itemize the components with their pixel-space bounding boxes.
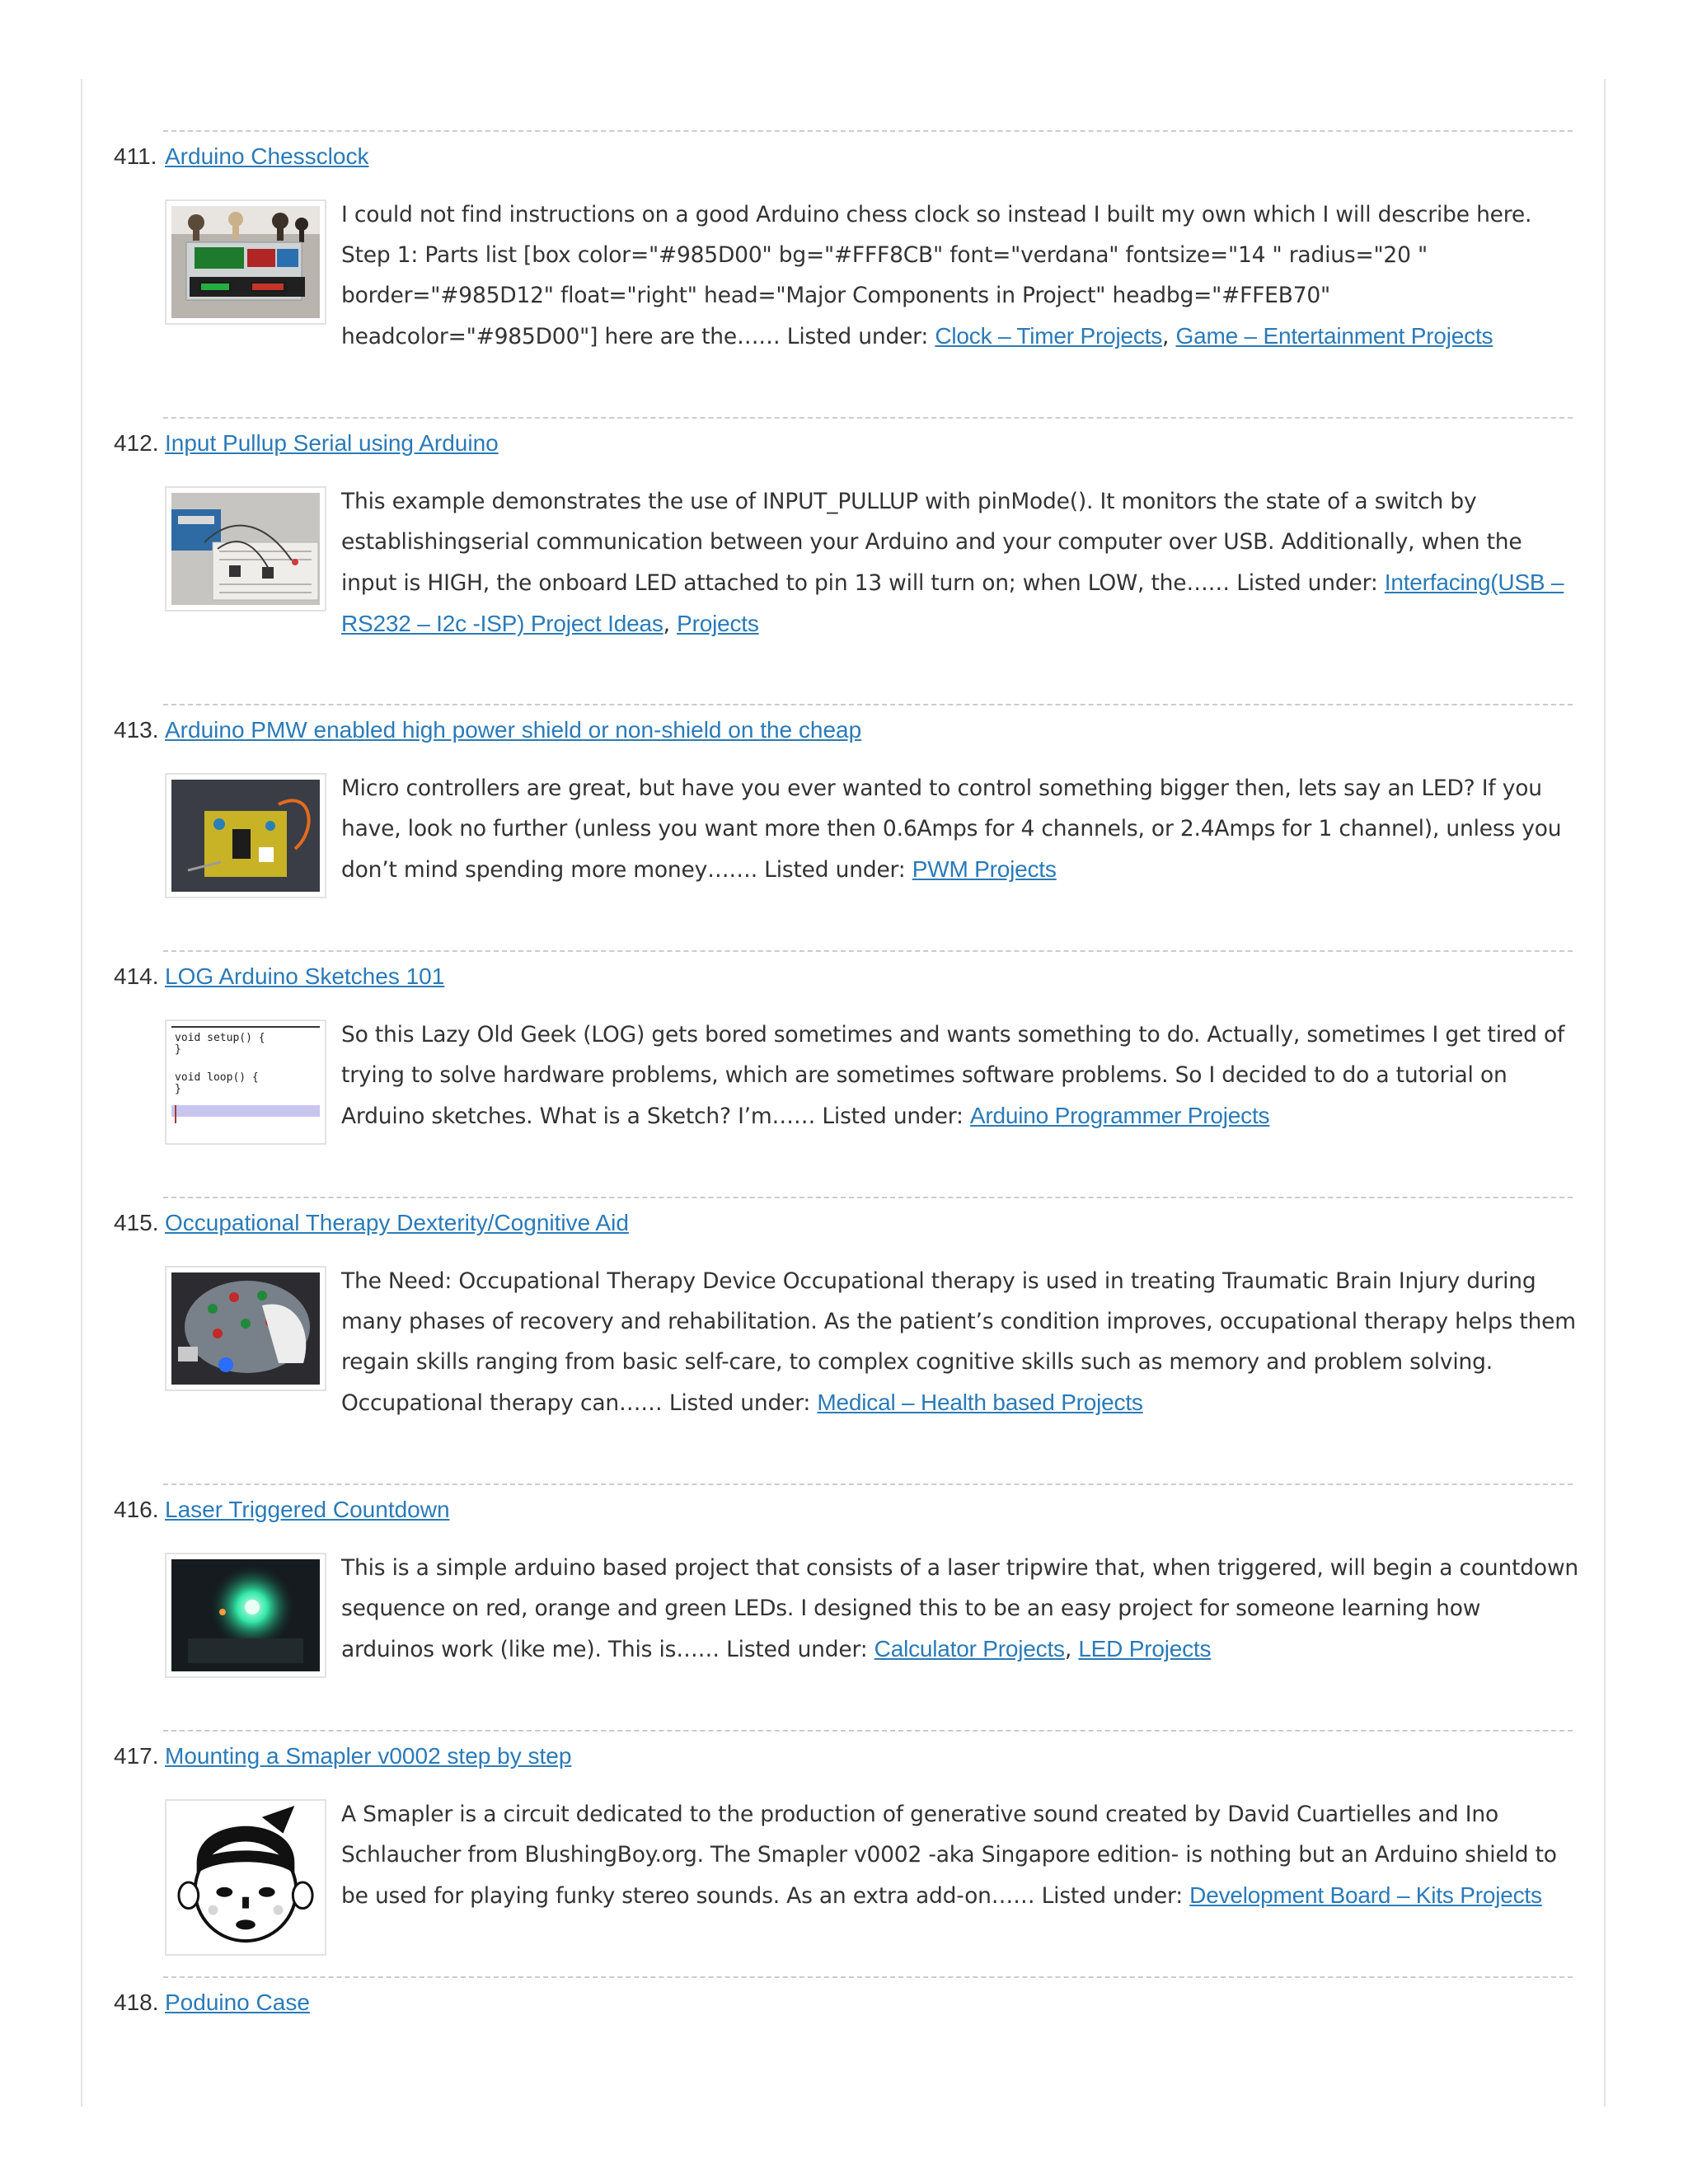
- entry-title-link[interactable]: Mounting a Smapler v0002 step by step: [165, 1743, 572, 1769]
- category-link[interactable]: Medical – Health based Projects: [817, 1390, 1143, 1415]
- category-link[interactable]: Development Board – Kits Projects: [1189, 1882, 1542, 1908]
- entry-description: [341, 1261, 1579, 1423]
- entry-number: 411.: [114, 143, 157, 169]
- pcb-thumbnail[interactable]: [165, 773, 326, 898]
- code-sketch-thumbnail[interactable]: [165, 1019, 326, 1145]
- page-content: [81, 79, 1606, 2107]
- pcb-icon: [171, 780, 320, 892]
- entry-description: This is a simple arduino based project that consists of a laser tripwire that, when triggered, will begin a countdown sequence on red, orange and green LEDs. I designed this to be an easy project for someone learning how arduinos work (like me). This is…… Listed under: Calculator Projects, LED Projects: [341, 1555, 1579, 1662]
- entry-header: [82, 1976, 1604, 2034]
- category-link[interactable]: Projects: [677, 611, 759, 636]
- breadboard-icon: [171, 493, 320, 605]
- entry-header: [82, 1730, 1604, 1788]
- divider: [163, 130, 1573, 132]
- laser-led-icon: [171, 1559, 320, 1671]
- entry-title-link[interactable]: LOG Arduino Sketches 101: [165, 963, 445, 989]
- entry-title-link[interactable]: Poduino Case: [165, 1990, 310, 2015]
- entry-number: 413.: [114, 717, 159, 743]
- entry-excerpt: This example demonstrates the use of INPUT_PULLUP with pinMode(). It monitors the state of a switch by establishingserial communication between your Arduino and your computer over USB. Additionally, when the input is HIGH, the onboard LED attached to pin 13 will turn on; when LOW, the…… Listed under:: [341, 489, 1522, 596]
- entry-description: I could not find instructions on a good Arduino chess clock so instead I built my own which I will describe here. Step 1: Parts list [box color="#985D00" bg="#FFF8CB" font="verdana" fontsize="14 " radius="20 " border="#985D12" float="right" head="Major Components in Project" headbg="#FFEB70" headcolor="#985D00"] here are the…… Listed under: Clock – Timer Projects, Game – Entertainment Projects: [341, 202, 1532, 349]
- entry-title-link[interactable]: Laser Triggered Countdown: [165, 1497, 450, 1522]
- entry-header: [82, 1197, 1604, 1254]
- category-link[interactable]: Interfacing(USB – RS232 – I2c -ISP) Project Ideas: [341, 569, 1564, 636]
- entry-description: [341, 1794, 1579, 1916]
- divider: [163, 417, 1573, 419]
- entry-number: 415.: [114, 1210, 159, 1235]
- entry-header: [82, 950, 1604, 1008]
- entry-description: [341, 1015, 1579, 1137]
- entry-header: [82, 704, 1604, 762]
- chess-clock-icon: [171, 206, 320, 318]
- entry-number: 417.: [114, 1743, 159, 1769]
- entry-title-link[interactable]: Input Pullup Serial using Arduino: [165, 430, 499, 456]
- entry-number: 414.: [114, 963, 159, 989]
- laser-led-thumbnail[interactable]: [165, 1553, 326, 1678]
- entry-excerpt: This is a simple arduino based project that consists of a laser tripwire that, when triggered, will begin a countdown sequence on red, orange and green LEDs. I designed this to be an easy project for someone learning how arduinos work (like me). This is…… Listed under:: [341, 1555, 1579, 1662]
- entry-excerpt: A Smapler is a circuit dedicated to the production of generative sound created by David Cuartielles and Ino Schlaucher from BlushingBoy.org. The Smapler v0002 -aka Singapore edition- is nothing but an Arduino shield to be used for playing funky stereo sounds. As an extra add-on…… Listed under:: [341, 1802, 1557, 1909]
- cartoon-face-icon: [171, 1806, 320, 1949]
- category-link[interactable]: Clock – Timer Projects: [935, 323, 1163, 349]
- entry-header: [82, 1483, 1604, 1541]
- divider: [163, 704, 1573, 705]
- entry-excerpt: So this Lazy Old Geek (LOG) gets bored sometimes and wants something to do. Actually, sometimes I get tired of trying to solve hardware problems, which are sometimes software problems. So I decided to do a tutorial on Arduino sketches. What is a Sketch? I’m…… Listed under:: [341, 1022, 1565, 1129]
- entry-excerpt: Micro controllers are great, but have you ever wanted to control something bigger then, lets say an LED? If you have, look no further (unless you want more then 0.6Amps for 4 channels, or 2.4Amps for 1 channel), unless you don’t mind spending more money……. Listed under:: [341, 776, 1562, 883]
- category-link[interactable]: Calculator Projects: [874, 1636, 1065, 1661]
- category-link[interactable]: Arduino Programmer Projects: [969, 1103, 1270, 1128]
- divider: [163, 950, 1573, 952]
- category-link[interactable]: Game – Entertainment Projects: [1175, 323, 1493, 349]
- breadboard-thumbnail[interactable]: [165, 486, 326, 612]
- divider: [163, 1976, 1573, 1978]
- code-line: }: [175, 1043, 181, 1056]
- entry-title-link[interactable]: Arduino PMW enabled high power shield or non-shield on the cheap: [165, 717, 862, 743]
- entry-number: 418.: [114, 1990, 159, 2015]
- category-link[interactable]: PWM Projects: [912, 856, 1057, 882]
- entry-title-link[interactable]: Occupational Therapy Dexterity/Cognitive Aid: [165, 1210, 629, 1235]
- code-line: void loop() {: [175, 1071, 259, 1084]
- divider: [163, 1730, 1573, 1732]
- entry-description: [341, 768, 1579, 890]
- entry-number: 416.: [114, 1497, 159, 1522]
- divider: [163, 1197, 1573, 1198]
- chess-clock-thumbnail[interactable]: [165, 199, 326, 325]
- entry-header: [82, 130, 1604, 188]
- divider: [163, 1483, 1573, 1485]
- entry-number: 412.: [114, 430, 159, 456]
- code-line: }: [175, 1083, 181, 1095]
- entry-excerpt: I could not find instructions on a good Arduino chess clock so instead I built my own which I will describe here. Step 1: Parts list [box color="#985D00" bg="#FFF8CB" font="verdana" fontsize="14 " radius="20 " border="#985D12" float="right" head="Major Components in Project" headbg="#FFEB70" headcolor="#985D00"] here are the…… Listed under:: [341, 202, 1532, 349]
- entry-title-link[interactable]: Arduino Chessclock: [165, 143, 369, 169]
- entry-header: [82, 417, 1604, 475]
- entry-excerpt: The Need: Occupational Therapy Device Occupational therapy is used in treating Traumatic Brain Injury during many phases of recovery and rehabilitation. As the patient’s condition improves, occupational therapy helps them regain skills ranging from basic self-care, to complex cognitive skills such as memory and problem solving. Occupational therapy can…… Listed under:: [341, 1268, 1576, 1416]
- entry-description: This example demonstrates the use of INPUT_PULLUP with pinMode(). It monitors the state of a switch by establishingserial communication between your Arduino and your computer over USB. Additionally, when the input is HIGH, the onboard LED attached to pin 13 will turn on; when LOW, the…… Listed under: Interfacing(USB – RS232 – I2c -ISP) Project Ideas, Projects: [341, 489, 1564, 637]
- therapy-device-icon: [171, 1272, 320, 1385]
- code-line: void setup() {: [175, 1032, 265, 1044]
- cartoon-face-thumbnail[interactable]: [165, 1799, 326, 1956]
- code-icon: [171, 1026, 320, 1138]
- therapy-device-thumbnail[interactable]: [165, 1266, 326, 1391]
- category-link[interactable]: LED Projects: [1078, 1636, 1212, 1661]
